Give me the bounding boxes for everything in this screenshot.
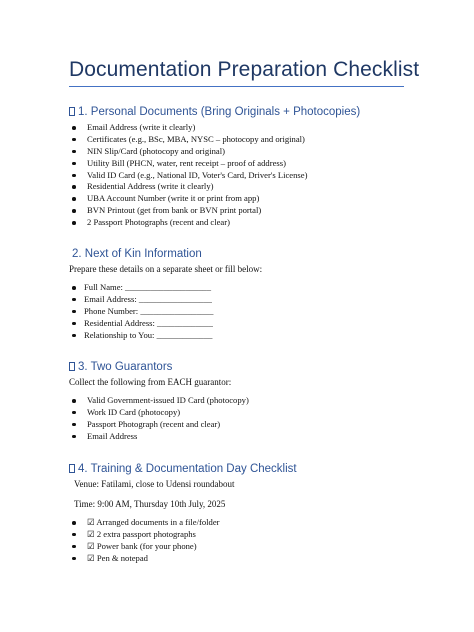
bullet-icon: [72, 221, 76, 225]
bullet-icon: [72, 334, 76, 338]
bullet-icon: [72, 533, 76, 537]
bullet-icon: [72, 286, 76, 290]
missing-glyph-icon: [69, 464, 75, 473]
bullet-icon: [72, 126, 76, 130]
bullet-icon: [72, 521, 76, 525]
next-of-kin-intro: Prepare these details on a separate sheet or fill below:: [69, 264, 263, 274]
section-heading-next-of-kin: 2. Next of Kin Information: [72, 248, 202, 260]
bullet-icon: [72, 310, 76, 314]
bullet-icon: [72, 162, 76, 166]
bullet-icon: [72, 557, 76, 561]
bullet-icon: [72, 150, 76, 154]
document-title: Documentation Preparation Checklist: [69, 58, 420, 81]
missing-glyph-icon: [69, 362, 75, 371]
bullet-icon: [72, 322, 76, 326]
bullet-icon: [72, 435, 76, 439]
section-heading-personal-documents: 1. Personal Documents (Bring Originals + Photocopies): [69, 106, 360, 118]
bullet-icon: [72, 545, 76, 549]
section-heading-training-day: 4. Training & Documentation Day Checklist: [69, 463, 297, 475]
venue-line: Venue: Fatilami, close to Udensi roundabout: [74, 479, 235, 489]
bullet-icon: [72, 423, 76, 427]
bullet-icon: [72, 209, 76, 213]
document-page: Documentation Preparation Checklist 1. Personal Documents (Bring Originals + Photocopies) Email Address (write it clearly) Certificates (e.g., BSc, MBA, NYSC – photocopy and original) NIN Slip/Card (photocopy and original) Utility Bill (PHCN, water, rent receipt – proof of address) Valid ID Card (e.g., National ID, Voter's Card, Driver's License) Residential Address (write it clearly) UBA Account Number (write it or print from app) BVN Printout (get from bank or BVN print portal) 2 Passport Photographs (recent and clear) 2. Next of Kin Information Prepare these details on a separate sheet or fill below: Full Name: ____________________ Email Address: _________________ Phone Number: _________________ Residential Address: _____________ Relationship to You: _____________ 3. Two Guarantors Collect the following from EACH guarantor: Valid Government-issued ID Card (photocopy) Work ID Card (photocopy) Passport Photograph (recent and clear) Email Address 4. Training & Documentation Day Checklist Venue: Fatilami, close to Udensi roundabout Time: 9:00 AM, Thursday 10th July, 2025 ☑ Arranged documents in a file/folder ☑ 2 extra passport photographs ☑ Power bank (for your phone) ☑ Pen & notepad: [0, 0, 474, 632]
guarantors-intro: Collect the following from EACH guarantor:: [69, 377, 232, 387]
bullet-icon: [72, 185, 76, 189]
bullet-icon: [72, 399, 76, 403]
missing-glyph-icon: [69, 107, 75, 116]
section-heading-guarantors: 3. Two Guarantors: [69, 361, 172, 373]
bullet-icon: [72, 298, 76, 302]
time-line: Time: 9:00 AM, Thursday 10th July, 2025: [74, 499, 226, 509]
bullet-icon: [72, 138, 76, 142]
bullet-icon: [72, 174, 76, 178]
bullet-icon: [72, 411, 76, 415]
bullet-icon: [72, 197, 76, 201]
title-underline: [69, 86, 404, 87]
